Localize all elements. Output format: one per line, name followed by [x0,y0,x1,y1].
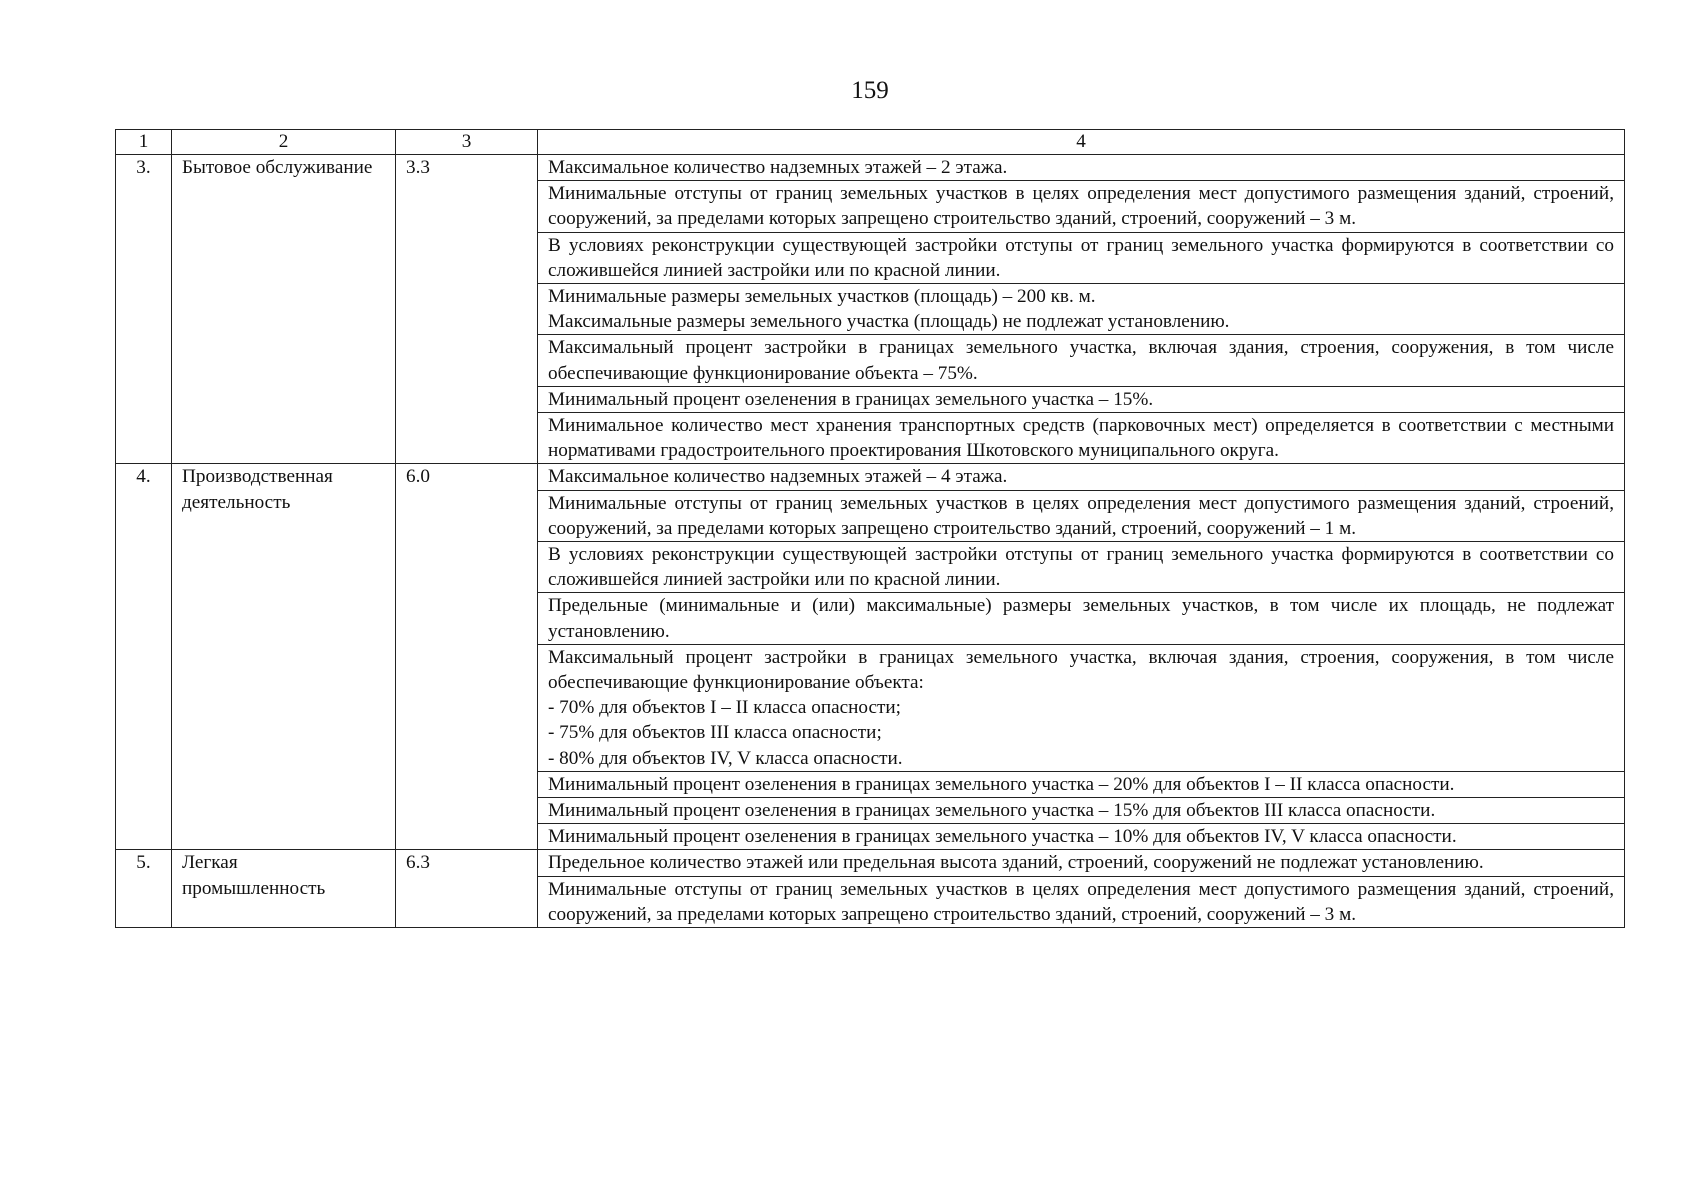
parameter-text: Минимальный процент озеленения в границах земельного участка – 15%. [548,388,1154,410]
use-type-name: Бытовое обслуживание [172,155,396,464]
table-row [116,464,1625,490]
parameter-cell [538,876,1625,927]
column-number-header: 3 [396,130,538,155]
parameter-cell [538,413,1625,464]
table-row [116,850,1625,876]
parameter-text: Максимальный процент застройки в границах земельного участка, включая здания, строения, сооружения, в том числе обеспечивающие функционирование объекта: [548,646,1614,694]
parameter-cell [538,232,1625,283]
table-row [116,155,1625,181]
use-type-name: Легкая промышленность [172,850,396,928]
parameter-text: Минимальный процент озеленения в границах земельного участка – 10% для объектов IV, V класса опасности. [548,826,1457,848]
parameter-cell [538,850,1625,876]
parameter-text: В условиях реконструкции существующей застройки отступы от границ земельного участка формируются в соответствии со сложившейся линией застройки или по красной линии. [548,234,1614,281]
regulations-table-body [116,130,1625,928]
row-number: 4. [116,464,172,850]
use-type-code: 6.0 [396,464,538,850]
row-number: 3. [116,155,172,464]
column-numbers-row [116,130,1625,155]
parameter-text: Максимальные размеры земельного участка (площадь) не подлежат установлению. [548,311,1230,333]
parameter-text: - 70% для объектов I – II класса опасности; [548,697,901,719]
regulations-table [115,129,1625,928]
column-number-header: 4 [538,130,1625,155]
parameter-cell [538,155,1625,181]
parameter-cell [538,542,1625,593]
parameter-text: Максимальное количество надземных этажей – 2 этажа. [548,157,1008,178]
parameter-text: Минимальные отступы от границ земельных участков в целях определения мест допустимого размещения зданий, строений, сооружений, за пределами которых запрещено строительство зданий, строений, сооружений – 3 м. [548,878,1614,925]
parameter-cell [538,181,1625,232]
parameter-text: - 75% для объектов III класса опасности; [548,722,882,744]
parameter-text: В условиях реконструкции существующей застройки отступы от границ земельного участка формируются в соответствии со сложившейся линией застройки или по красной линии. [548,544,1614,591]
parameter-cell [538,284,1625,335]
parameter-text: Предельное количество этажей или предельная высота зданий, строений, сооружений не подлежат установлению. [548,852,1484,874]
page-number: 159 [851,77,889,104]
parameter-text: Максимальное количество надземных этажей – 4 этажа. [548,466,1008,488]
parameter-cell [538,335,1625,386]
parameter-cell [538,771,1625,797]
parameter-text: Минимальный процент озеленения в границах земельного участка – 20% для объектов I – II класса опасности. [548,773,1455,795]
parameter-cell [538,798,1625,824]
parameter-cell [538,824,1625,850]
row-number: 5. [116,850,172,928]
column-number-header: 2 [172,130,396,155]
use-type-name: Производственная деятельность [172,464,396,850]
parameter-text: Минимальное количество мест хранения транспортных средств (парковочных мест) определяется в соответствии с местными нормативами градостроительного проектирования Шкотовского муниципального округа. [548,415,1614,462]
use-type-code: 3.3 [396,155,538,464]
parameter-text: Минимальный процент озеленения в границах земельного участка – 15% для объектов III класса опасности. [548,800,1436,822]
parameter-cell [538,644,1625,771]
parameter-text: Минимальные размеры земельных участков (площадь) – 200 кв. м. [548,286,1096,308]
parameter-text: Минимальные отступы от границ земельных участков в целях определения мест допустимого размещения зданий, строений, сооружений, за пределами которых запрещено строительство зданий, строений, сооружений – 1 м. [548,492,1614,539]
column-number-header: 1 [116,130,172,155]
parameter-cell [538,490,1625,541]
parameter-cell [538,593,1625,644]
parameter-text: Минимальные отступы от границ земельных участков в целях определения мест допустимого размещения зданий, строений, сооружений, за пределами которых запрещено строительство зданий, строений, сооружений – 3 м. [548,183,1614,230]
parameter-text: Максимальный процент застройки в границах земельного участка, включая здания, строения, сооружения, в том числе обеспечивающие функционирование объекта – 75%. [548,337,1614,384]
parameter-text: Предельные (минимальные и (или) максимальные) размеры земельных участков, в том числе их площадь, не подлежат установлению. [548,595,1614,642]
parameter-cell [538,386,1625,412]
parameter-text: - 80% для объектов IV, V класса опасности. [548,747,903,769]
parameter-cell [538,464,1625,490]
use-type-code: 6.3 [396,850,538,928]
